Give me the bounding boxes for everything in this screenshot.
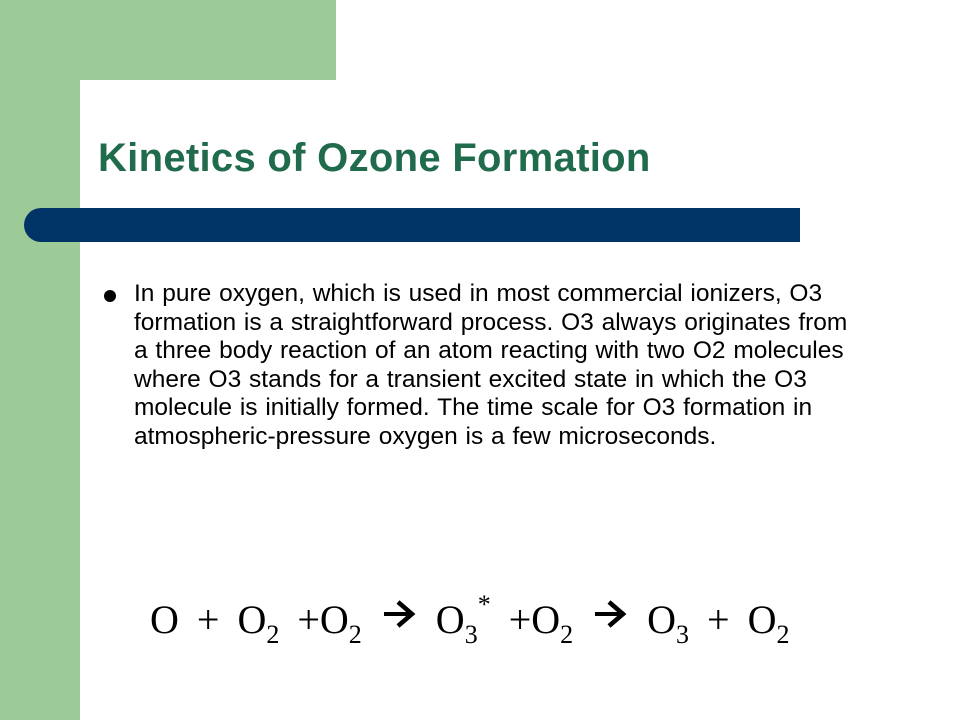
oxygen-molecule: $O_2$	[531, 597, 574, 649]
oxygen-molecule: $O_2$	[237, 597, 280, 649]
bullet-text: In pure oxygen, which is used in most commercial ionizers, O3 formation is a straightforward process. O3 always originates from a three body reaction of an atom reacting with two O2 molecules where O3 stands for a transient excited state in which the O3 molecule is initially formed. The time scale for O3 formation in atmospheric-pressure oxygen is a few microseconds.	[134, 280, 848, 450]
left-green-band	[0, 0, 80, 720]
excited-ozone: $O_3^*$	[435, 590, 491, 649]
oxygen-atom: O	[150, 597, 179, 642]
bullet-dot-icon	[104, 290, 116, 302]
reaction-equation	[150, 590, 790, 666]
ozone-molecule: $O_3$	[647, 597, 690, 649]
right-arrow-icon	[593, 599, 627, 629]
plus-sign: +	[508, 597, 532, 642]
oxygen-molecule: $O_2$	[319, 597, 362, 649]
plus-sign: +	[707, 597, 730, 642]
top-green-band	[0, 0, 336, 80]
plus-sign: +	[297, 597, 320, 642]
oxygen-molecule: $O_2$	[747, 597, 790, 649]
plus-sign: +	[196, 597, 220, 642]
slide-title: Kinetics of Ozone Formation	[98, 136, 651, 180]
title-underline-bar	[24, 208, 800, 242]
bullet-item	[100, 280, 860, 451]
right-arrow-icon	[382, 599, 416, 629]
